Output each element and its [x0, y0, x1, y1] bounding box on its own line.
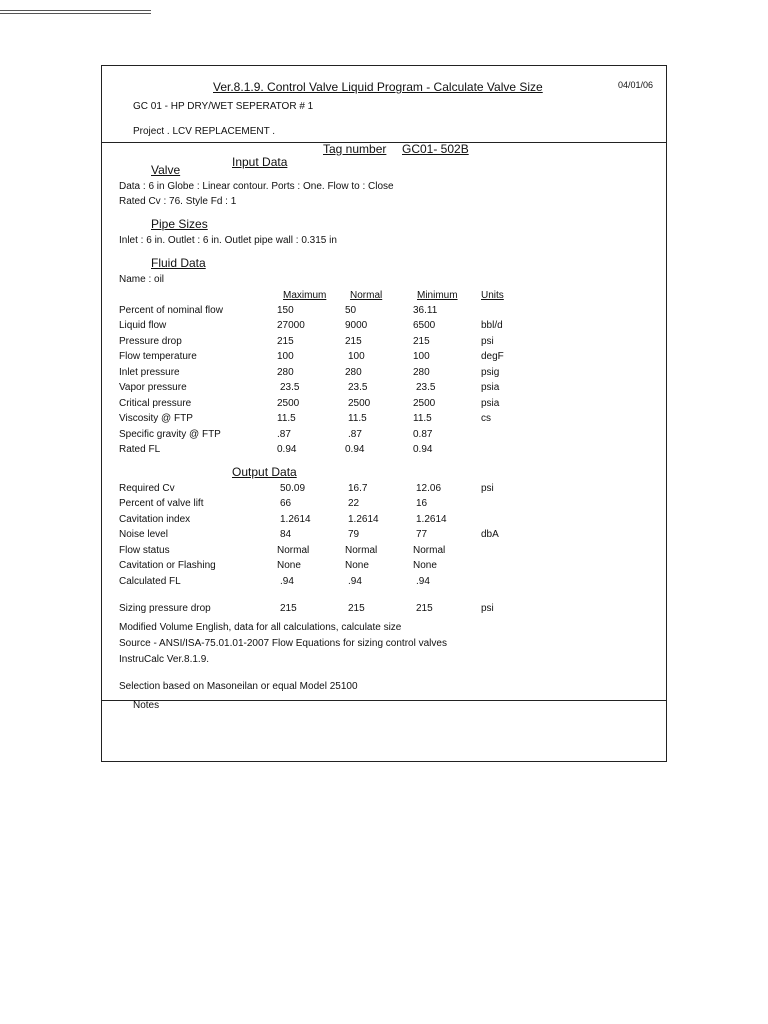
- rated-cv-line: Rated Cv : 76. Style Fd : 1: [119, 196, 237, 207]
- input-row-max: 11.5: [277, 413, 296, 424]
- output-row-min: 77: [416, 529, 428, 540]
- input-row-min: 100: [413, 351, 430, 362]
- valve-data-line: Data : 6 in Globe : Linear contour. Ports : One. Flow to : Close: [119, 181, 394, 192]
- input-row-units: psia: [481, 382, 500, 393]
- output-row-min: 1.2614: [416, 514, 447, 525]
- sheet-date: 04/01/06: [618, 80, 654, 90]
- input-row-max: 0.94: [277, 444, 297, 455]
- project-line: Project . LCV REPLACEMENT .: [133, 126, 276, 137]
- output-row-min: .94: [416, 576, 430, 587]
- input-row-normal: 100: [348, 351, 365, 362]
- input-row-max: 23.5: [280, 382, 300, 393]
- output-row-min: 12.06: [416, 483, 442, 494]
- sizing-pressure-max: 215: [280, 603, 297, 614]
- input-row-max: 27000: [277, 320, 305, 331]
- top-rule: [0, 13, 151, 14]
- input-row-normal: .87: [348, 429, 362, 440]
- valve-heading: Valve: [151, 163, 181, 177]
- input-row-normal: 215: [345, 336, 362, 347]
- sizing-pressure-min: 215: [416, 603, 433, 614]
- output-row-label: Required Cv: [119, 483, 175, 494]
- calc-basis-line: Modified Volume English, data for all calculations, calculate size: [119, 622, 402, 633]
- output-row-normal: 22: [348, 498, 360, 509]
- input-row-units: psia: [481, 398, 500, 409]
- output-row-max: 84: [280, 529, 292, 540]
- sizing-pressure-units: psi: [481, 603, 494, 614]
- output-row-label: Cavitation index: [119, 514, 191, 525]
- notes-divider: [101, 700, 667, 701]
- output-row-label: Percent of valve lift: [119, 498, 204, 509]
- output-row-label: Noise level: [119, 529, 168, 540]
- unit-line: GC 01 - HP DRY/WET SEPERATOR # 1: [133, 101, 314, 112]
- output-row-units: psi: [481, 483, 494, 494]
- output-row-max: 1.2614: [280, 514, 311, 525]
- input-row-label: Rated FL: [119, 444, 161, 455]
- output-row-normal: 1.2614: [348, 514, 379, 525]
- output-row-units: dbA: [481, 529, 499, 540]
- output-row-normal: 16.7: [348, 483, 368, 494]
- tag-value: GC01- 502B: [402, 142, 469, 156]
- input-row-normal: 23.5: [348, 382, 368, 393]
- col-header-minimum: Minimum: [417, 290, 458, 301]
- input-row-label: Critical pressure: [119, 398, 192, 409]
- pipe-sizes-heading: Pipe Sizes: [151, 217, 208, 231]
- input-row-units: bbl/d: [481, 320, 503, 331]
- input-row-min: 215: [413, 336, 430, 347]
- output-row-label: Flow status: [119, 545, 170, 556]
- output-row-normal: Normal: [345, 545, 378, 556]
- input-row-units: psig: [481, 367, 500, 378]
- input-row-label: Liquid flow: [119, 320, 167, 331]
- output-row-min: None: [413, 560, 437, 571]
- input-row-max: 150: [277, 305, 294, 316]
- output-row-label: Cavitation or Flashing: [119, 560, 216, 571]
- notes-label: Notes: [133, 700, 160, 711]
- input-row-label: Pressure drop: [119, 336, 182, 347]
- input-row-max: 2500: [277, 398, 300, 409]
- output-row-label: Calculated FL: [119, 576, 181, 587]
- input-row-min: 280: [413, 367, 430, 378]
- sheet-title: Ver.8.1.9. Control Valve Liquid Program - Calculate Valve Size: [213, 80, 543, 94]
- output-row-min: 16: [416, 498, 428, 509]
- output-row-max: Normal: [277, 545, 310, 556]
- input-row-normal: 11.5: [348, 413, 367, 424]
- input-row-normal: 50: [345, 305, 357, 316]
- input-row-min: 6500: [413, 320, 436, 331]
- input-row-min: 36.11: [413, 305, 438, 316]
- input-row-normal: 0.94: [345, 444, 365, 455]
- input-row-units: cs: [481, 413, 491, 424]
- fluid-data-heading: Fluid Data: [151, 256, 206, 270]
- input-row-label: Percent of nominal flow: [119, 305, 223, 316]
- input-row-max: 215: [277, 336, 294, 347]
- output-row-normal: .94: [348, 576, 362, 587]
- pipe-sizes-line: Inlet : 6 in. Outlet : 6 in. Outlet pipe wall : 0.315 in: [119, 235, 337, 246]
- output-row-min: Normal: [413, 545, 446, 556]
- input-row-max: .87: [277, 429, 291, 440]
- output-row-max: .94: [280, 576, 294, 587]
- input-row-units: degF: [481, 351, 504, 362]
- selection-line: Selection based on Masoneilan or equal Model 25100: [119, 681, 358, 692]
- output-row-max: None: [277, 560, 301, 571]
- input-row-min: 2500: [413, 398, 436, 409]
- output-row-normal: None: [345, 560, 369, 571]
- col-header-normal: Normal: [350, 290, 383, 301]
- input-row-label: Viscosity @ FTP: [119, 413, 193, 424]
- input-row-label: Specific gravity @ FTP: [119, 429, 221, 440]
- input-row-label: Inlet pressure: [119, 367, 180, 378]
- input-row-normal: 280: [345, 367, 362, 378]
- fluid-name: Name : oil: [119, 274, 165, 285]
- sizing-pressure-label: Sizing pressure drop: [119, 603, 211, 614]
- input-row-normal: 9000: [345, 320, 368, 331]
- output-data-heading: Output Data: [232, 465, 297, 479]
- sizing-pressure-normal: 215: [348, 603, 365, 614]
- output-row-max: 50.09: [280, 483, 306, 494]
- tag-label: Tag number: [323, 142, 387, 156]
- input-row-label: Vapor pressure: [119, 382, 187, 393]
- input-row-max: 280: [277, 367, 294, 378]
- output-row-normal: 79: [348, 529, 360, 540]
- input-data-heading: Input Data: [232, 155, 288, 169]
- col-header-maximum: Maximum: [283, 290, 327, 301]
- program-version-line: InstruCalc Ver.8.1.9.: [119, 654, 210, 665]
- input-row-min: 0.87: [413, 429, 433, 440]
- input-row-min: 0.94: [413, 444, 433, 455]
- input-row-label: Flow temperature: [119, 351, 197, 362]
- input-row-min: 23.5: [416, 382, 436, 393]
- source-line: Source - ANSI/ISA-75.01.01-2007 Flow Equations for sizing control valves: [119, 638, 447, 649]
- input-row-max: 100: [277, 351, 294, 362]
- input-row-units: psi: [481, 336, 494, 347]
- top-rule: [0, 10, 151, 11]
- input-row-min: 11.5: [413, 413, 432, 424]
- col-header-units: Units: [481, 290, 504, 301]
- output-row-max: 66: [280, 498, 292, 509]
- input-row-normal: 2500: [348, 398, 371, 409]
